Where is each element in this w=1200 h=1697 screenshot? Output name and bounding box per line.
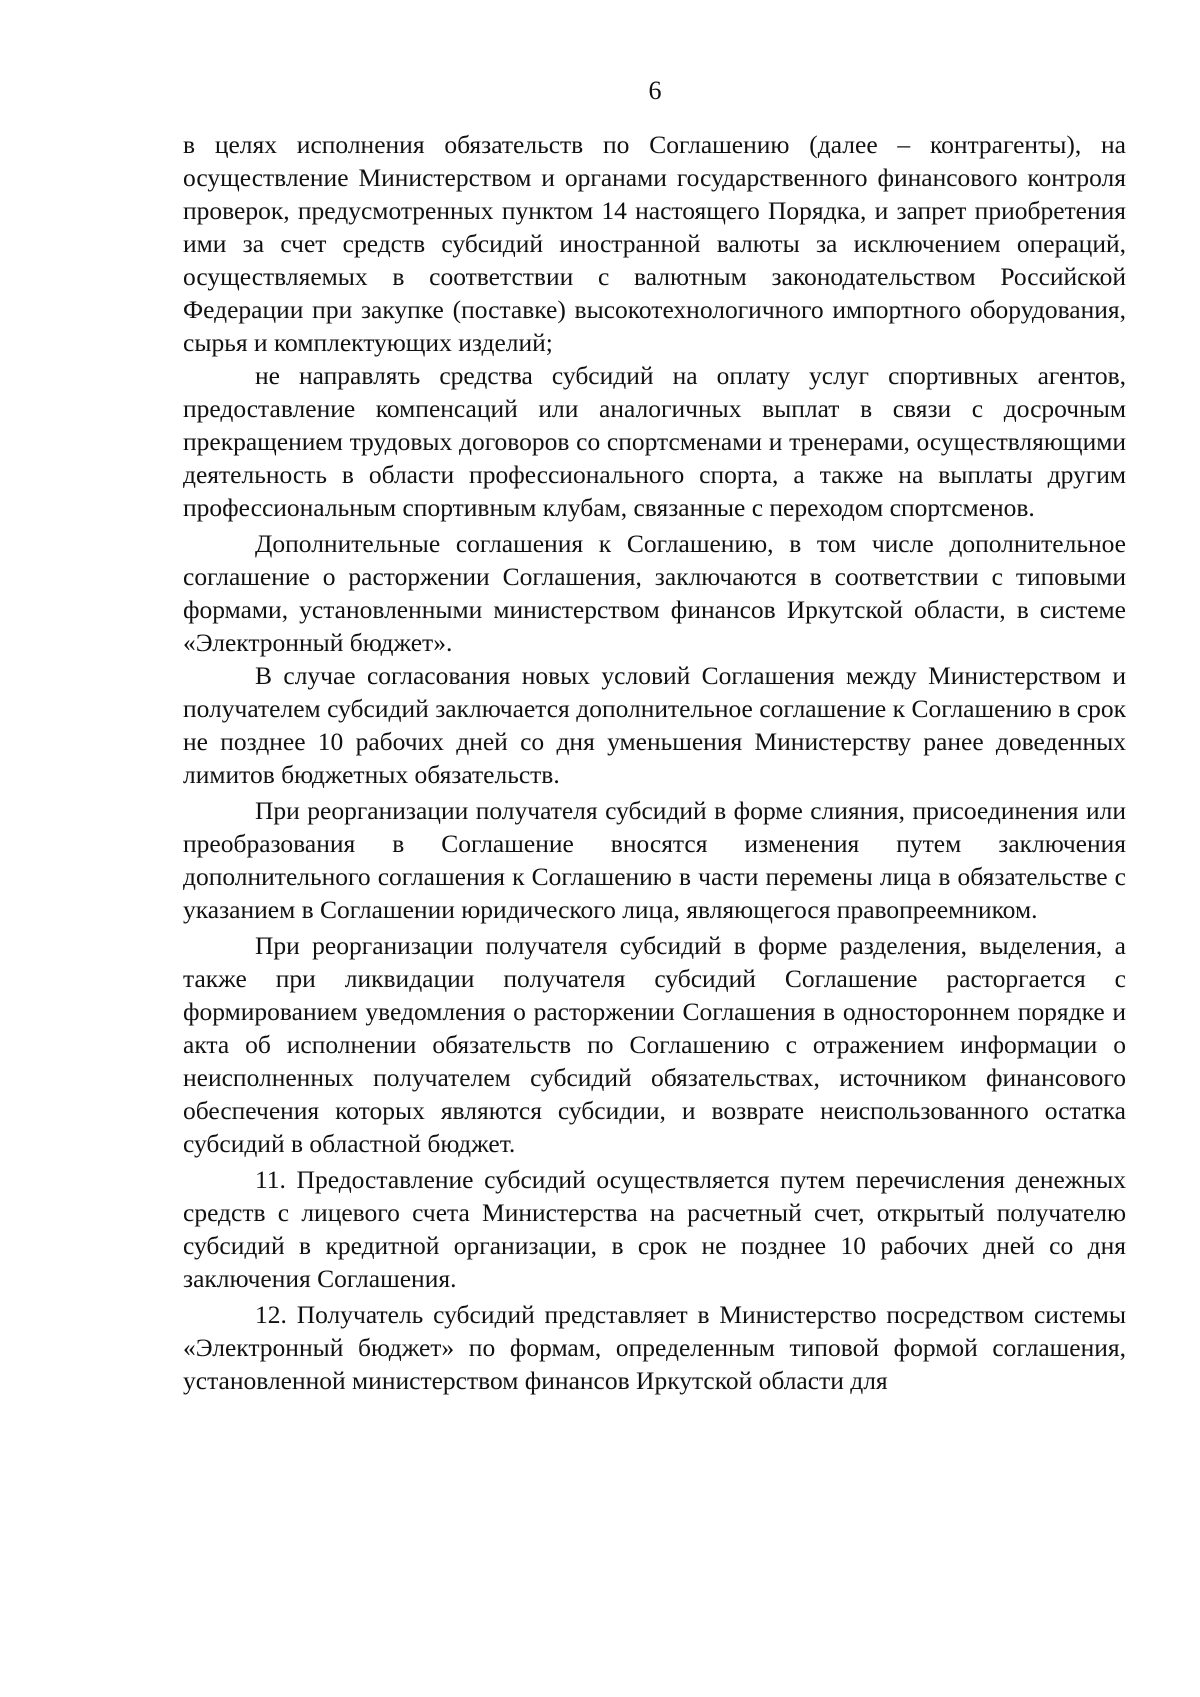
paragraph: В случае согласования новых условий Соглашения между Министерством и получателем субсидий заключается дополнительное соглашение к Соглашению в срок не позднее 10 рабочих дней со дня уменьшения Министерству ранее доведенных лимитов бюджетных обязательств. <box>183 661 1126 789</box>
paragraph: 11. Предоставление субсидий осуществляется путем перечисления денежных средств с лицевого счета Министерства на расчетный счет, открытый получателю субсидий в кредитной организации, в срок не позднее 10 рабочих дней со дня заключения Соглашения. <box>183 1165 1126 1293</box>
paragraph: При реорганизации получателя субсидий в форме слияния, присоединения или преобразования в Соглашение вносятся изменения путем заключения дополнительного соглашения к Соглашению в части перемены лица в обязательстве с указанием в Соглашении юридического лица, являющегося правопреемником. <box>183 796 1126 924</box>
paragraph: При реорганизации получателя субсидий в форме разделения, выделения, а также при ликвидации получателя субсидий Соглашение расторгается с формированием уведомления о расторжении Соглашения в одностороннем порядке и акта об исполнении обязательств по Соглашению с отражением информации о неисполненных получателем субсидий обязательствах, источником финансового обеспечения которых являются субсидии, и возврате неиспользованного остатка субсидий в областной бюджет. <box>183 931 1126 1158</box>
document-body <box>183 128 1126 1397</box>
page-number: 6 <box>648 76 662 105</box>
paragraph: в целях исполнения обязательств по Соглашению (далее – контрагенты), на осуществление Министерством и органами государственного финансового контроля проверок, предусмотренных пунктом 14 настоящего Порядка, и запрет приобретения ими за счет средств субсидий иностранной валюты за исключением операций, осуществляемых в соответствии с валютным законодательством Российской Федерации при закупке (поставке) высокотехнологичного импортного оборудования, сырья и комплектующих изделий; <box>183 130 1126 357</box>
paragraph: не направлять средства субсидий на оплату услуг спортивных агентов, предоставление компенсаций или аналогичных выплат в связи с досрочным прекращением трудовых договоров со спортсменами и тренерами, осуществляющими деятельность в области профессионального спорта, а также на выплаты другим профессиональным спортивным клубам, связанные с переходом спортсменов. <box>183 361 1126 522</box>
paragraph: 12. Получатель субсидий представляет в Министерство посредством системы «Электронный бюджет» по формам, определенным типовой формой соглашения, установленной министерством финансов Иркутской области для <box>183 1300 1126 1395</box>
paragraph: Дополнительные соглашения к Соглашению, в том числе дополнительное соглашение о расторжении Соглашения, заключаются в соответствии с типовыми формами, установленными министерством финансов Иркутской области, в системе «Электронный бюджет». <box>183 529 1126 657</box>
